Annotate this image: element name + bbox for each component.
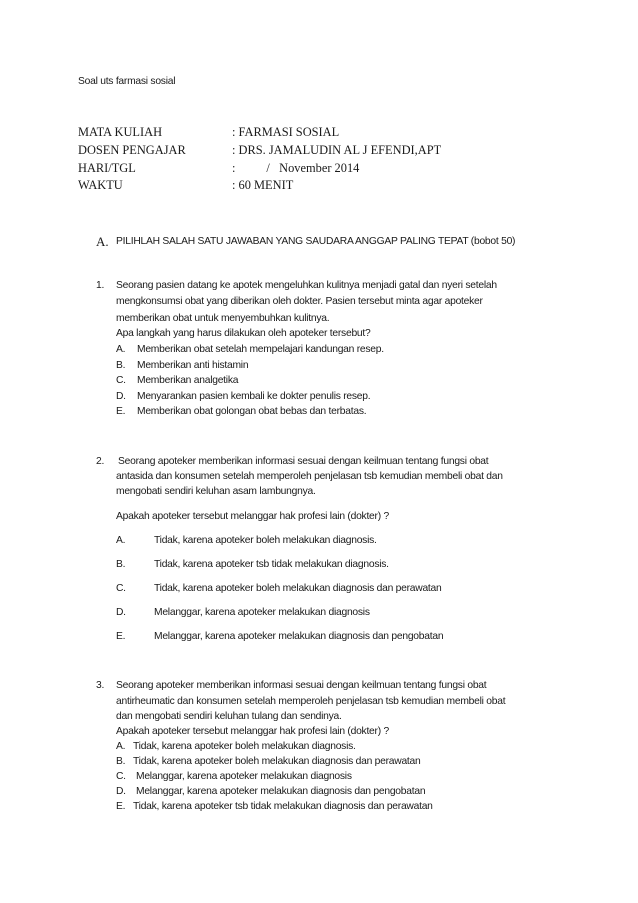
option-text: Melanggar, karena apoteker melakukan diagnosis dan pengobatan <box>154 631 444 642</box>
option-text: Memberikan obat setelah mempelajari kandungan resep. <box>137 344 384 355</box>
question-text-line: antirheumatic dan konsumen setelah memperoleh penjelasan tsb kemudian membeli obat <box>116 696 506 707</box>
option-text: Tidak, karena apoteker boleh melakukan diagnosis dan perawatan <box>154 583 442 594</box>
option-letter: B. <box>116 756 126 767</box>
header-value-lecturer: : DRS. JAMALUDIN AL J EFENDI,APT <box>232 143 442 157</box>
option-text: Tidak, karena apoteker boleh melakukan diagnosis. <box>154 535 377 546</box>
option-text: Tidak, karena apoteker boleh melakukan diagnosis. <box>133 741 356 752</box>
header-value-time: : 60 MENIT <box>232 178 294 192</box>
question-text-line: mengkonsumsi obat yang diberikan oleh dokter. Pasien tersebut minta agar apoteker <box>116 296 483 307</box>
question-prompt: Apakah apoteker tersebut melanggar hak profesi lain (dokter) ? <box>116 726 389 737</box>
question-number: 1. <box>96 280 105 291</box>
option-text: Menyarankan pasien kembali ke dokter penulis resep. <box>137 391 371 402</box>
question-text-line: Seorang pasien datang ke apotek mengeluhkan kulitnya menjadi gatal dan nyeri setelah <box>116 280 497 291</box>
question-text-line: Seorang apoteker memberikan informasi sesuai dengan keilmuan tentang fungsi obat <box>118 456 489 467</box>
question-text-line: antasida dan konsumen setelah memperoleh penjelasan tsb kemudian membeli obat dan <box>116 471 503 482</box>
option-letter: B. <box>116 559 126 570</box>
document-title: Soal uts farmasi sosial <box>78 76 176 87</box>
question-text-line: memberikan obat untuk menyembuhkan kulitnya. <box>116 313 330 324</box>
option-text: Melanggar, karena apoteker melakukan diagnosis <box>136 771 352 782</box>
header-label-date: HARI/TGL <box>78 161 136 175</box>
header-label-course: MATA KULIAH <box>78 125 163 139</box>
option-letter: E. <box>116 801 126 812</box>
header-value-date: : / November 2014 <box>232 161 360 175</box>
option-letter: D. <box>116 607 126 618</box>
section-letter: A. <box>96 234 109 249</box>
option-text: Tidak, karena apoteker tsb tidak melakukan diagnosis dan perawatan <box>133 801 433 812</box>
question-text-line: Seorang apoteker memberikan informasi sesuai dengan keilmuan tentang fungsi obat <box>116 680 487 691</box>
option-text: Melanggar, karena apoteker melakukan diagnosis <box>154 607 370 618</box>
option-letter: E. <box>116 406 126 417</box>
question-prompt: Apakah apoteker tersebut melanggar hak profesi lain (dokter) ? <box>116 511 389 522</box>
option-letter: A. <box>116 535 126 546</box>
question-text-line: mengobati sendiri keluhan asam lambungnya. <box>116 486 316 497</box>
question-number: 2. <box>96 456 105 467</box>
option-letter: A. <box>116 741 126 752</box>
option-letter: D. <box>116 786 126 797</box>
option-letter: C. <box>116 375 126 386</box>
option-letter: A. <box>116 344 126 355</box>
option-text: Memberikan analgetika <box>137 375 239 386</box>
header-label-time: WAKTU <box>78 178 123 192</box>
option-text: Tidak, karena apoteker tsb tidak melakukan diagnosis. <box>154 559 389 570</box>
header-value-course: : FARMASI SOSIAL <box>232 125 340 139</box>
section-instruction: PILIHLAH SALAH SATU JAWABAN YANG SAUDARA ANGGAP PALING TEPAT (bobot 50) <box>116 236 516 247</box>
question-number: 3. <box>96 680 105 691</box>
option-letter: C. <box>116 583 126 594</box>
question-text-line: dan mengobati sendiri keluhan tulang dan sendinya. <box>116 711 342 722</box>
option-letter: E. <box>116 631 126 642</box>
option-letter: B. <box>116 360 126 371</box>
option-text: Memberikan obat golongan obat bebas dan terbatas. <box>137 406 367 417</box>
option-letter: C. <box>116 771 126 782</box>
option-text: Memberikan anti histamin <box>137 360 249 371</box>
option-text: Melanggar, karena apoteker melakukan diagnosis dan pengobatan <box>136 786 426 797</box>
question-prompt: Apa langkah yang harus dilakukan oleh apoteker tersebut? <box>116 328 371 339</box>
option-letter: D. <box>116 391 126 402</box>
option-text: Tidak, karena apoteker boleh melakukan diagnosis dan perawatan <box>133 756 421 767</box>
header-label-lecturer: DOSEN PENGAJAR <box>78 143 186 157</box>
